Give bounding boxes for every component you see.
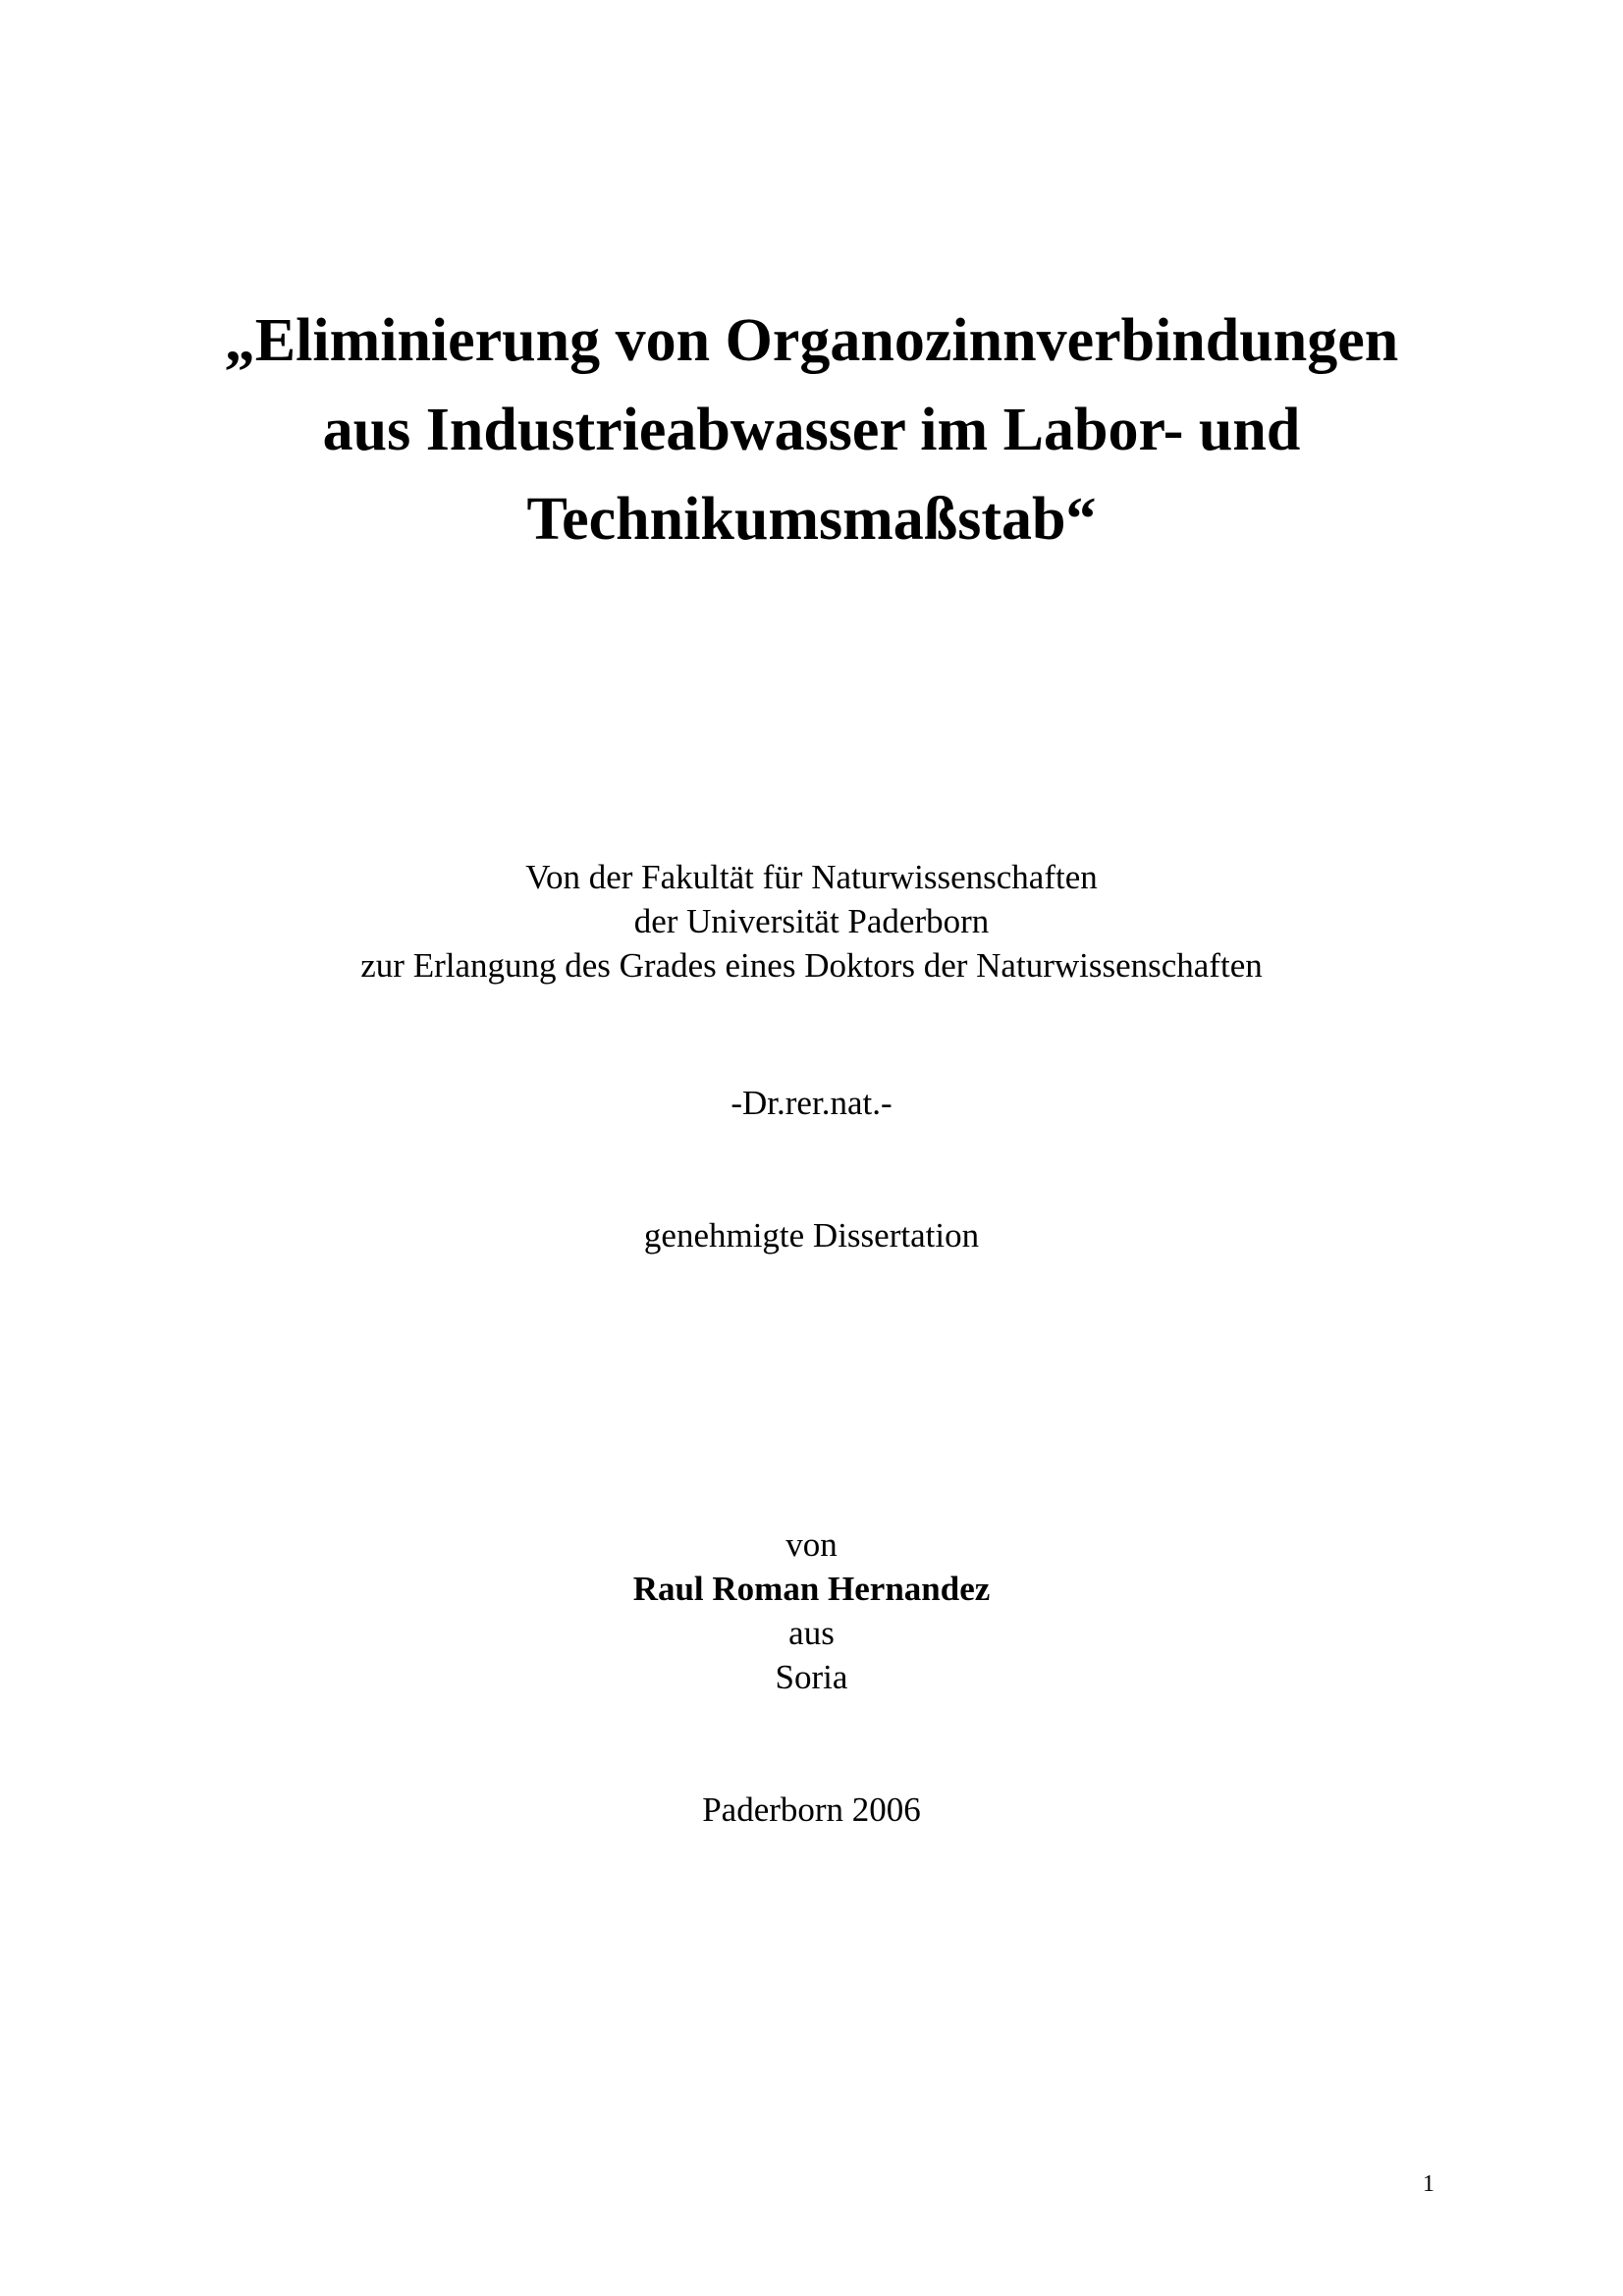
degree-label: -Dr.rer.nat.-: [730, 1084, 893, 1122]
approval-label: genehmigte Dissertation: [643, 1216, 980, 1255]
title-line-1: „Eliminierung von Organozinnverbindungen: [224, 307, 1399, 374]
author-by-label: von: [785, 1525, 838, 1564]
author-name: Raul Roman Hernandez: [632, 1570, 991, 1608]
title-line-2: aus Industrieabwasser im Labor- und: [322, 397, 1301, 463]
faculty-line-2: der Universität Paderborn: [633, 902, 990, 940]
dissertation-title: [0, 296, 1623, 564]
faculty-line-3: zur Erlangung des Grades eines Doktors der Naturwissenschaften: [360, 946, 1263, 985]
author-from-label: aus: [788, 1614, 835, 1652]
faculty-line-1: Von der Fakultät für Naturwissenschaften: [525, 858, 1098, 896]
faculty-statement: [0, 855, 1623, 988]
page-number: 1: [1423, 2171, 1434, 2197]
place-and-year: Paderborn 2006: [702, 1790, 921, 1829]
author-origin: Soria: [775, 1658, 848, 1696]
title-line-3: Technikumsmaßstab“: [526, 486, 1097, 553]
